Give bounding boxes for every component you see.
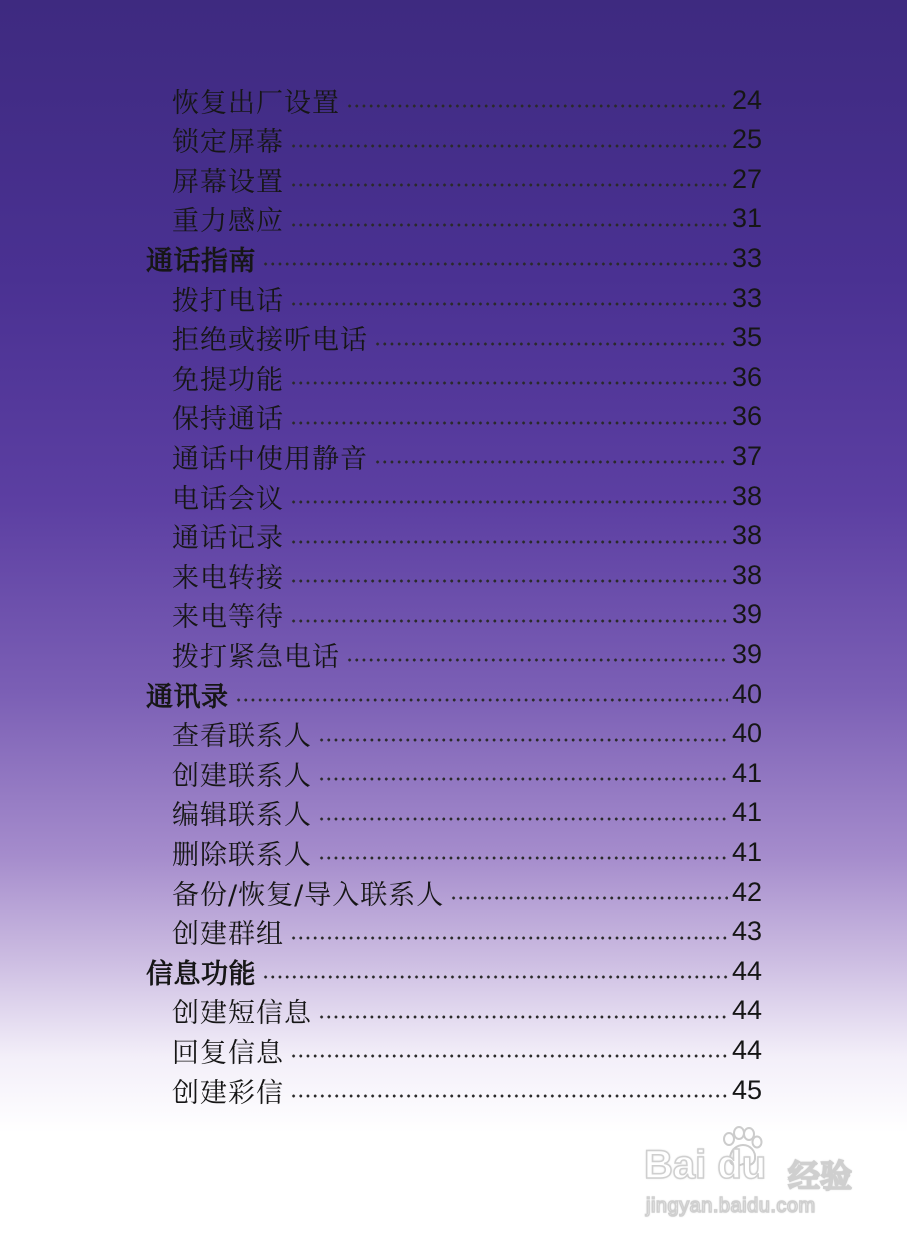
toc-section-entry [0,674,907,714]
toc-entry-title: 屏幕设置 [172,166,284,198]
toc-leader-dots [290,1054,728,1058]
toc-entry-title: 锁定屏幕 [172,127,284,159]
toc-entry [0,120,907,160]
toc-leader-dots [290,302,728,306]
toc-leader-dots [290,540,728,544]
toc-page-number: 42 [732,876,763,907]
toc-entry [0,318,907,358]
toc-leader-dots [318,738,728,742]
toc-entry-title: 创建彩信 [172,1077,284,1109]
toc-page-number: 41 [732,757,763,788]
toc-leader-dots [290,183,728,187]
toc-leader-dots [318,1015,728,1019]
toc-entry-title: 创建短信息 [172,998,312,1030]
toc-leader-dots [262,975,728,979]
toc-leader-dots [290,1094,728,1098]
watermark-brand: Bai du [644,1143,767,1187]
toc-entry [0,872,907,912]
toc-entry-title: 删除联系人 [172,839,312,871]
toc-entry-title: 备份/恢复/导入联系人 [172,879,445,911]
toc-page-number: 41 [732,836,763,867]
toc-entry-title: 来电等待 [172,602,284,634]
toc-entry [0,516,907,556]
toc-entry-title: 通讯录 [146,681,229,713]
toc-section-entry [0,238,907,278]
toc-entry [0,1070,907,1110]
toc-entry-title: 拒绝或接听电话 [172,325,368,357]
toc-entry-title: 通话指南 [146,245,256,277]
toc-leader-dots [290,500,728,504]
watermark-url: jingyan.baidu.com [646,1195,816,1217]
toc-page-number: 40 [732,718,763,749]
toc-leader-dots [346,658,728,662]
toc-page-number: 40 [732,678,763,709]
toc-leader-dots [346,104,728,108]
toc-entry-title: 通话中使用静音 [172,443,368,475]
toc-page-number: 39 [732,599,763,630]
toc-entry-title: 电话会议 [172,483,284,515]
toc-page-number: 38 [732,520,763,551]
toc-page-number: 37 [732,440,763,471]
toc-page-number: 44 [732,995,763,1026]
toc-leader-dots [290,619,728,623]
toc-page-number: 35 [732,322,763,353]
toc-entry-title: 恢复出厂设置 [172,87,340,119]
toc-entry [0,793,907,833]
toc-leader-dots [290,381,728,385]
toc-leader-dots [290,936,728,940]
toc-entry-title: 编辑联系人 [172,800,312,832]
toc-entry-title: 通话记录 [172,523,284,555]
toc-entry-title: 回复信息 [172,1037,284,1069]
toc-entry [0,199,907,239]
toc-page-number: 36 [732,401,763,432]
toc-entry [0,991,907,1031]
toc-entry-title: 创建群组 [172,919,284,951]
baidu-jingyan-watermark [640,1125,860,1225]
toc-leader-dots [374,460,728,464]
toc-leader-dots [290,421,728,425]
toc-leader-dots [290,223,728,227]
toc-entry [0,278,907,318]
toc-page-number: 25 [732,124,763,155]
toc-page-number: 38 [732,559,763,590]
toc-page-number: 36 [732,361,763,392]
toc-entry [0,1030,907,1070]
toc-page-number: 27 [732,163,763,194]
toc-page-number: 24 [732,84,763,115]
toc-entry [0,832,907,872]
toc-entry-title: 创建联系人 [172,760,312,792]
toc-page-number: 43 [732,916,763,947]
toc-entry [0,634,907,674]
toc-entry [0,436,907,476]
toc-leader-dots [450,896,728,900]
toc-leader-dots [235,698,728,702]
toc-entry [0,753,907,793]
toc-page-number: 38 [732,480,763,511]
toc-entry [0,912,907,952]
toc-entry [0,714,907,754]
toc-entry-title: 重力感应 [172,206,284,238]
toc-leader-dots [318,777,728,781]
toc-leader-dots [262,262,728,266]
toc-leader-dots [318,856,728,860]
toc-page-number: 39 [732,638,763,669]
toc-leader-dots [318,817,728,821]
toc-page-number: 44 [732,955,763,986]
toc-entry [0,159,907,199]
toc-entry-title: 免提功能 [172,364,284,396]
toc-entry [0,476,907,516]
toc-leader-dots [290,144,728,148]
toc-section-entry [0,951,907,991]
toc-entry [0,595,907,635]
toc-page-number: 33 [732,282,763,313]
toc-page-number: 44 [732,1034,763,1065]
toc-entry-title: 拨打紧急电话 [172,641,340,673]
toc-page-number: 45 [732,1074,763,1105]
toc-entry-title: 来电转接 [172,562,284,594]
toc-entry-title: 信息功能 [146,958,256,990]
toc-entry-title: 拨打电话 [172,285,284,317]
toc-entry [0,357,907,397]
toc-entry [0,555,907,595]
toc-leader-dots [290,579,728,583]
toc-page-number: 33 [732,242,763,273]
toc-page-number: 41 [732,797,763,828]
watermark-brand-cn: 经验 [788,1158,853,1194]
toc-leader-dots [374,342,728,346]
toc-entry-title: 保持通话 [172,404,284,436]
toc-entry [0,80,907,120]
toc-entry [0,397,907,437]
toc-page-number: 31 [732,203,763,234]
toc-entry-title: 查看联系人 [172,721,312,753]
